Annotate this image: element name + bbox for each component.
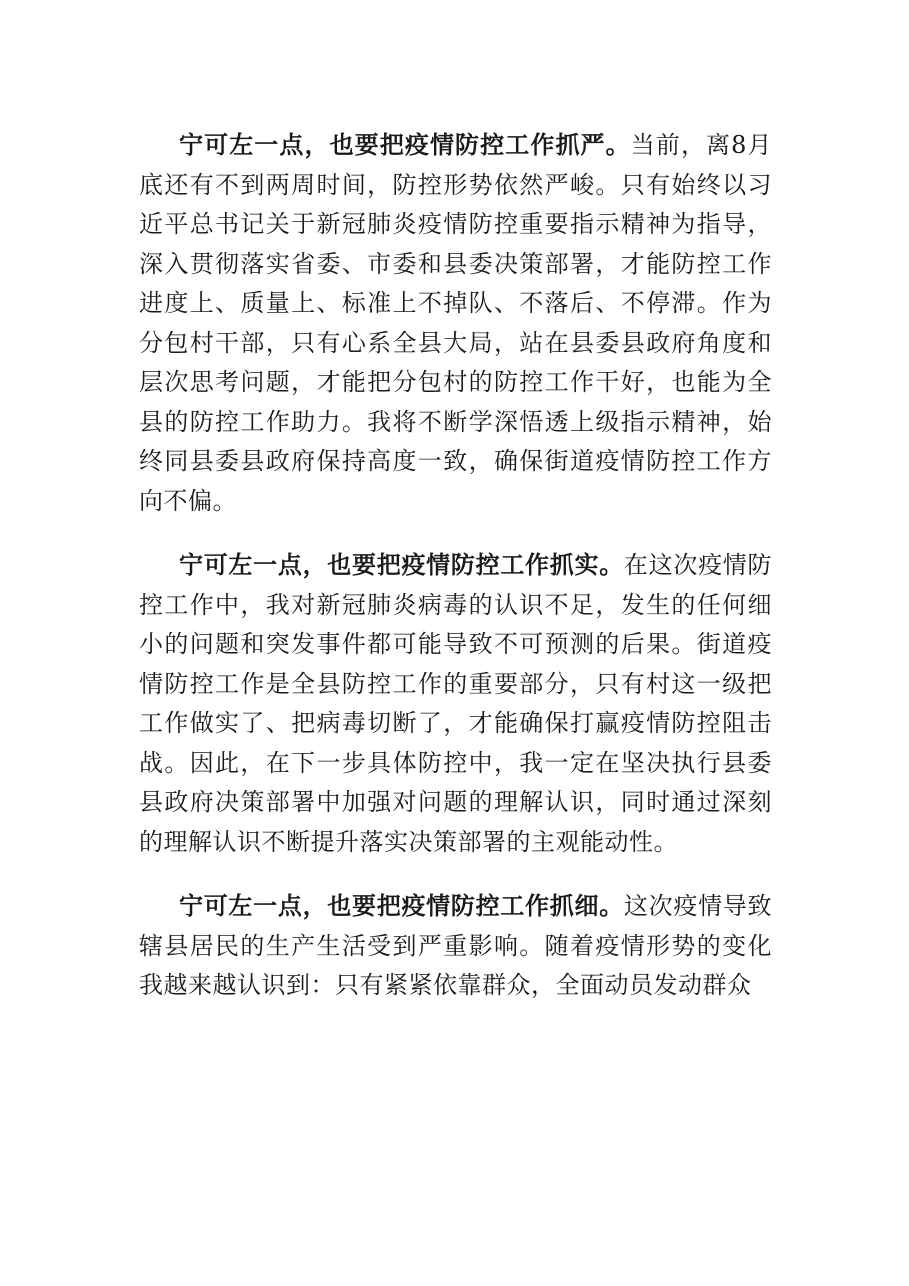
paragraph-body: 这次疫情导致辖县居民的生产生活受到严重影响。随着疫情形势的变化我越来越认识到：只有紧紧依靠群众，全面动员发动群众 [139,892,773,999]
paragraph-strict [139,125,772,521]
paragraph-solid [139,545,772,862]
paragraph-detailed [139,886,772,1006]
paragraph-body: 当前，离8月底还有不到两周时间，防控形势依然严峻。只有始终以习近平总书记关于新冠肺炎疫情防控重要指示精神为指导，深入贯彻落实省委、市委和县委决策部署，才能防控工作进度上、质量上、标准上不掉队、不落后、不停滞。作为分包村干部，只有心系全县大局，站在县委县政府角度和层次思考问题，才能把分包村的防控工作干好，也能为全县的防控工作助力。我将不断学深悟透上级指示精神，始终同县委县政府保持高度一致，确保街道疫情防控工作方向不偏。 [139,131,773,515]
paragraph-lead: 宁可左一点，也要把疫情防控工作抓实。 [179,550,624,579]
paragraph-lead: 宁可左一点，也要把疫情防控工作抓细。 [179,891,624,920]
document-page [139,125,772,1030]
paragraph-lead: 宁可左一点，也要把疫情防控工作抓严。 [179,130,631,159]
paragraph-body: 在这次疫情防控工作中，我对新冠肺炎病毒的认识不足，发生的任何细小的问题和突发事件都可能导致不可预测的后果。街道疫情防控工作是全县防控工作的重要部分，只有村这一级把工作做实了、把病毒切断了，才能确保打赢疫情防控阻击战。因此，在下一步具体防控中，我一定在坚决执行县委县政府决策部署中加强对问题的理解认识，同时通过深刻的理解认识不断提升落实决策部署的主观能动性。 [139,551,773,856]
